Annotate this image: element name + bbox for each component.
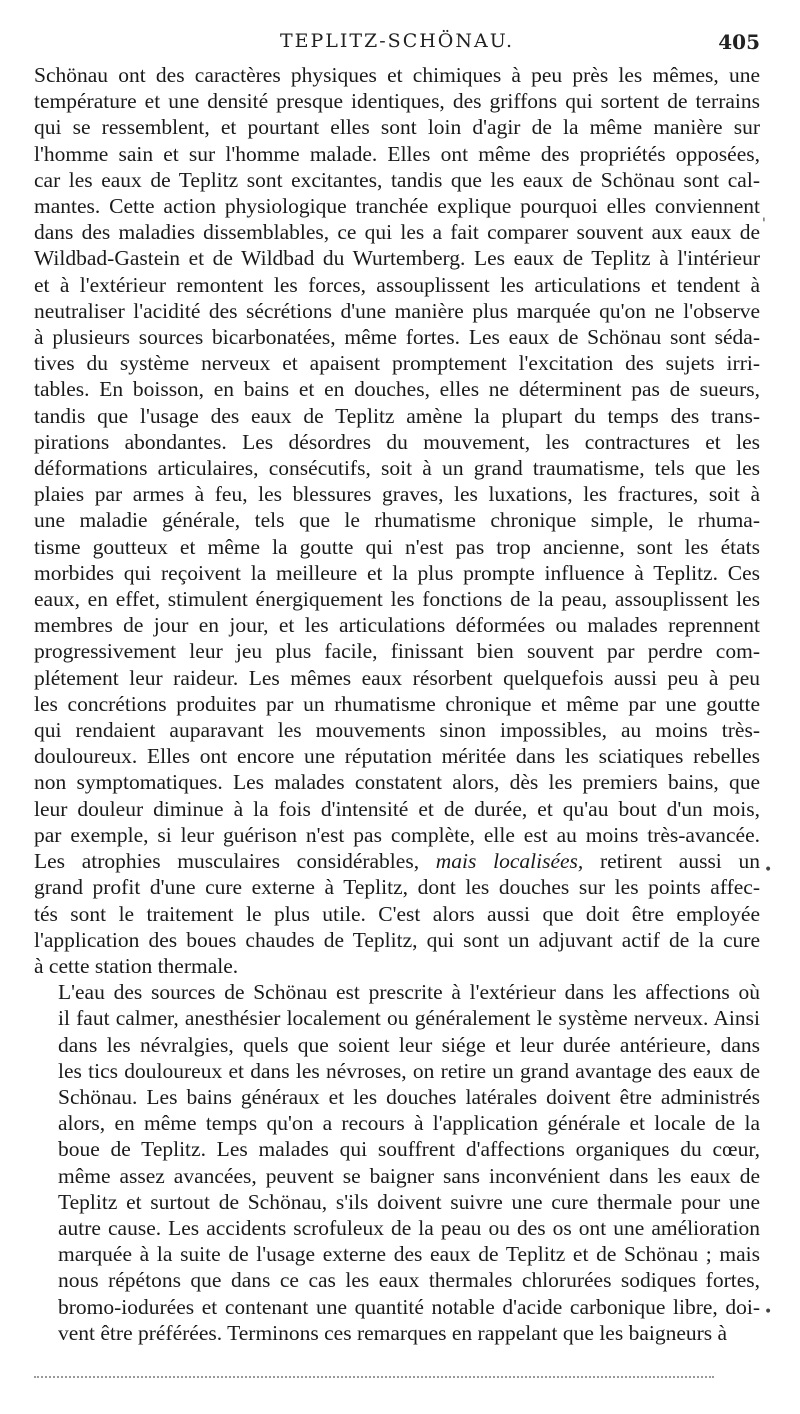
text-line: il faut calmer, anesthésier localement ou généralement le système nerveux. Ainsi: [58, 1006, 760, 1031]
text-line: tives du système nerveux et apaisent promptement l'excitation des sujets irri-: [34, 351, 760, 376]
text-line: mantes. Cette action physiologique tranchée explique pourquoi elles conviennent: [34, 194, 760, 219]
text-line: pirations abondantes. Les désordres du mouvement, les contractures et les: [34, 429, 760, 454]
text-line: nous répétons que dans ce cas les eaux thermales chlorurées sodiques fortes,: [58, 1268, 760, 1293]
emphasized-phrase: mais localisées,: [435, 849, 584, 874]
text-line: bromo-iodurées et contenant une quantité notable d'acide carbonique libre, doi-: [58, 1294, 760, 1319]
text-line: tisme goutteux et même la goutte qui n'est pas trop ancienne, sont les états: [34, 534, 760, 559]
text-line: Schönau ont des caractères physiques et chimiques à peu près les mêmes, une: [34, 63, 760, 87]
paragraph-2: [34, 979, 760, 1346]
text-line: alors, en même temps qu'on a recours à l'application générale et locale de la: [58, 1111, 760, 1136]
text-line: membres de jour en jour, et les articulations déformées ou malades reprennent: [34, 613, 760, 638]
text-line: dans des maladies dissemblables, ce qui les a fait comparer souvent aux eaux de: [34, 220, 760, 245]
text-line: autre cause. Les accidents scrofuleux de la peau ou des os ont une amélioration: [58, 1215, 760, 1240]
text-line: l'homme sain et sur l'homme malade. Elles ont même des propriétés opposées,: [34, 141, 760, 166]
text-line: vent être préférées. Terminons ces remarques en rappelant que les baigneurs à: [58, 1320, 728, 1345]
text-line: l'application des boues chaudes de Teplitz, qui sont un adjuvant actif de la cure: [34, 927, 760, 952]
text-line: les concrétions produites par un rhumatisme chronique et même par une goutte: [34, 691, 760, 716]
text-line: leur douleur diminue à la fois d'intensité et de durée, et qu'au bout d'un mois,: [34, 796, 760, 821]
running-title: TEPLITZ-SCHÖNAU.: [279, 30, 515, 52]
text-line: et à l'extérieur remontent les forces, assouplissent les articulations et tendent à: [34, 272, 760, 297]
text-line: douloureux. Elles ont encore une réputation méritée dans les sciatiques rebelles: [34, 744, 760, 769]
page-number: 405: [718, 30, 760, 54]
text-line: une maladie générale, tels que le rhumatisme chronique simple, le rhuma-: [34, 508, 760, 533]
text-line: plétement leur raideur. Les mêmes eaux résorbent quelquefois aussi peu à peu: [34, 665, 760, 690]
text-line: par exemple, si leur guérison n'est pas complète, elle est au moins très-avancée.: [34, 822, 760, 847]
margin-mark: •: [764, 1304, 773, 1320]
text-line: progressivement leur jeu plus facile, finissant bien souvent par perdre com-: [34, 639, 760, 664]
text-line: Schönau. Les bains généraux et les douches latérales doivent être administrés: [58, 1084, 760, 1109]
text-line: L'eau des sources de Schönau est prescrite à l'extérieur dans les affections où: [58, 980, 760, 1005]
text-line: même assez avancées, peuvent se baigner sans inconvénient dans les eaux de: [58, 1163, 760, 1188]
text-line: marquée à la suite de l'usage externe des eaux de Teplitz et de Schönau ; mais: [58, 1242, 760, 1267]
text-line: Les atrophies musculaires considérables, mais localisées, retirent aussi un: [34, 849, 760, 874]
running-head: [34, 30, 760, 54]
paragraph-1: [34, 62, 760, 979]
text-line: morbides qui reçoivent la meilleure et la plus prompte influence à Teplitz. Ces: [34, 560, 760, 585]
text-line: Wildbad-Gastein et de Wildbad du Wurtemberg. Les eaux de Teplitz à l'intérieur: [34, 246, 760, 271]
text-line: Teplitz et surtout de Schönau, s'ils doivent suivre une cure thermale pour une: [58, 1189, 760, 1214]
text-line: eaux, en effet, stimulent énergiquement les fonctions de la peau, assouplissent les: [34, 587, 760, 612]
text-line: plaies par armes à feu, les blessures graves, les luxations, les fractures, soit à: [34, 482, 760, 507]
text-line: dans les névralgies, quels que soient leur siége et leur durée antérieure, dans: [58, 1032, 760, 1057]
body-text: [34, 62, 760, 1346]
text-line: grand profit d'une cure externe à Teplitz, dont les douches sur les points affec-: [34, 875, 760, 900]
text-line: à cette station thermale.: [34, 953, 239, 978]
text-line: les tics douloureux et dans les névroses, on retire un grand avantage des eaux de: [58, 1058, 760, 1083]
text-line: non symptomatiques. Les malades constatent alors, dès les premiers bains, que: [34, 770, 760, 795]
margin-mark: ': [762, 216, 766, 232]
text-line: boue de Teplitz. Les malades qui souffrent d'affections organiques du cœur,: [58, 1137, 760, 1162]
text-line: tables. En boisson, en bains et en douches, elles ne déterminent pas de sueurs,: [34, 377, 760, 402]
text-line: tandis que l'usage des eaux de Teplitz amène la plupart du temps des trans-: [34, 403, 760, 428]
margin-mark: •: [764, 862, 773, 878]
text-line: température et une densité presque identiques, des griffons qui sortent de terrains: [34, 89, 760, 114]
footer-rule: [34, 1376, 714, 1378]
text-line: tés sont le traitement le plus utile. C'est alors aussi que doit être employée: [34, 901, 760, 926]
text-line: à plusieurs sources bicarbonatées, même fortes. Les eaux de Schönau sont séda-: [34, 325, 760, 350]
text-line: déformations articulaires, consécutifs, soit à un grand traumatisme, tels que les: [34, 456, 760, 481]
text-line: qui rendaient auparavant les mouvements sinon impossibles, au moins très-: [34, 718, 760, 743]
text-line: car les eaux de Teplitz sont excitantes, tandis que les eaux de Schönau sont cal-: [34, 167, 760, 192]
text-line: neutraliser l'acidité des sécrétions d'une manière plus marquée qu'on ne l'observe: [34, 298, 760, 323]
text-line: qui se ressemblent, et pourtant elles sont loin d'agir de la même manière sur: [34, 115, 760, 140]
